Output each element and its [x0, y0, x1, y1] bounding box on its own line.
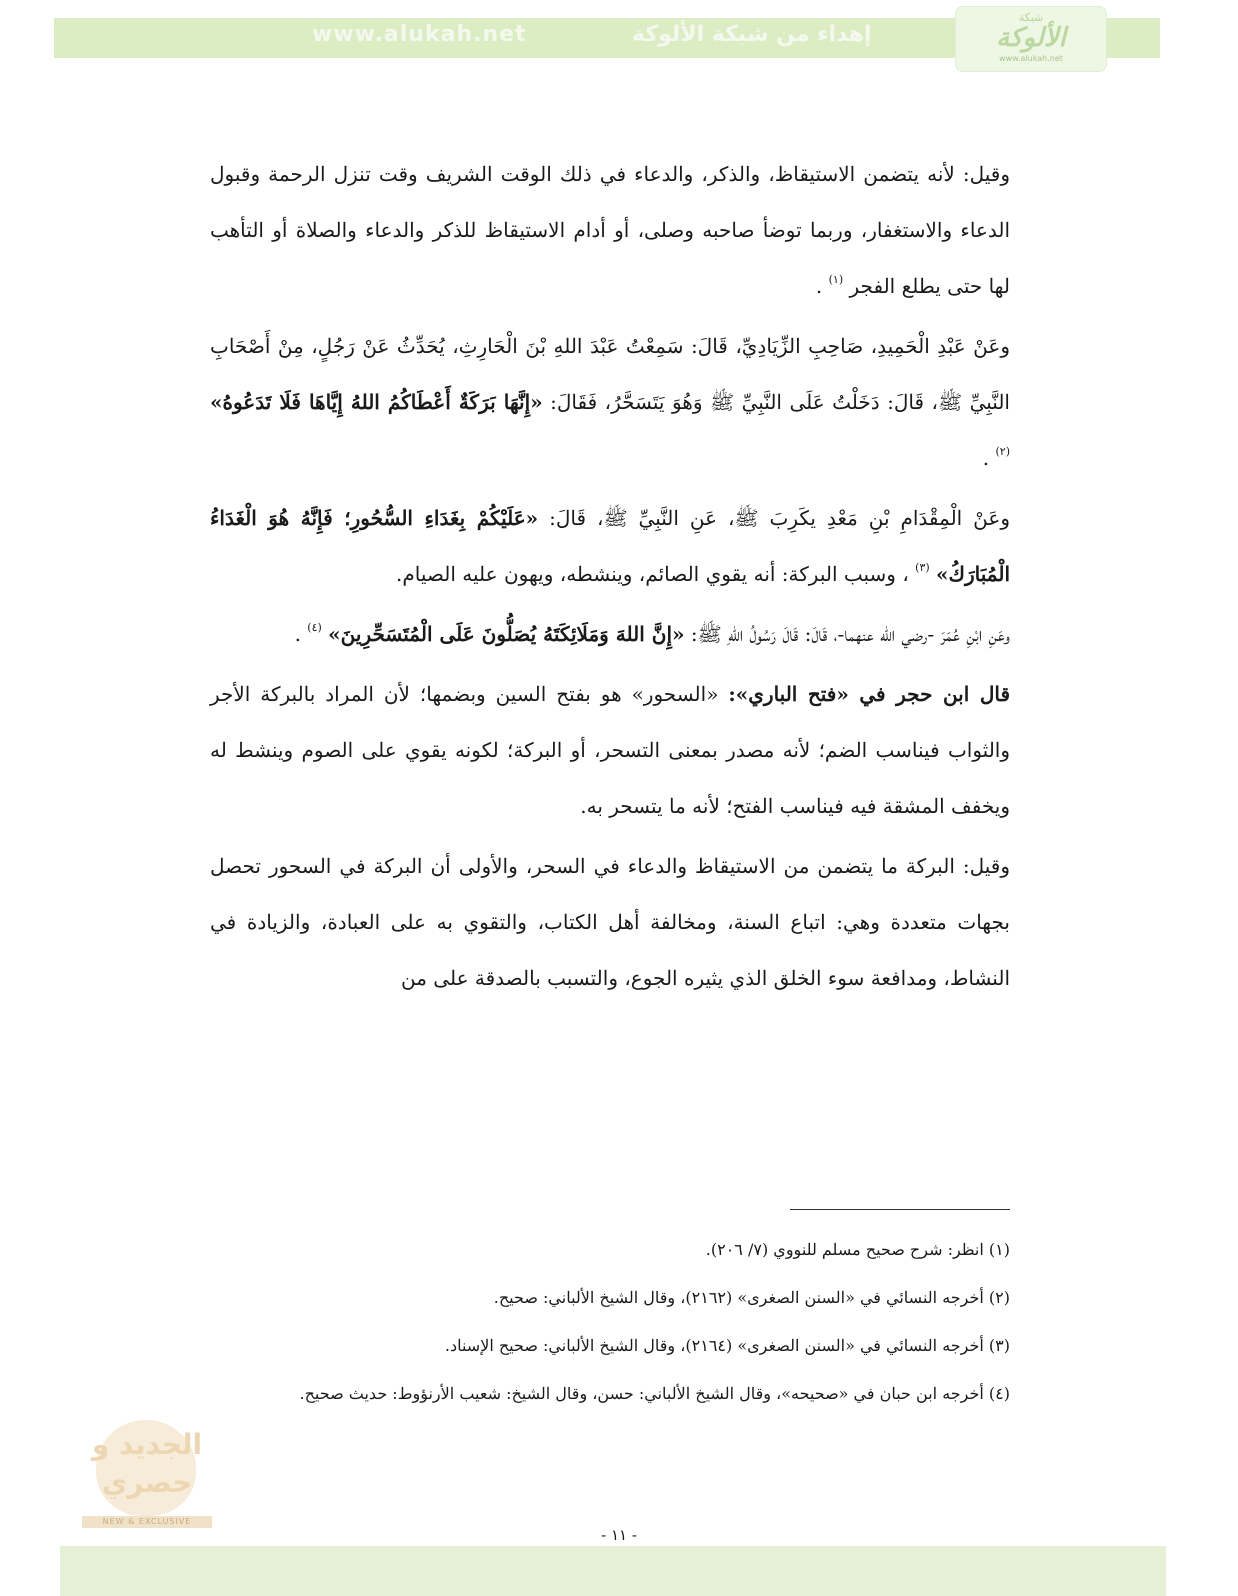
paragraph-text: «السحور» هو بفتح السين وبضمها؛ لأن المراد بالبركة الأجر والثواب فيناسب الضم؛ لأنه مصدر بمعنى التسحر، أو البركة؛ لكونه يقوي على الصوم وينشط له ويخفف المشقة فيه فيناسب الفتح؛ لأنه ما يتسحر به. [210, 682, 1010, 818]
watermark-text: الجديد و حصري [91, 1428, 203, 1499]
paragraph-1 [210, 146, 1010, 314]
hadith-quote: «عَلَيْكُمْ بِغَدَاءِ السُّحُورِ؛ فَإِنَّهُ هُوَ الْغَدَاءُ الْمُبَارَكُ» [210, 506, 1010, 586]
paragraph-tail: . [815, 274, 823, 298]
watermark-logo [80, 1420, 214, 1530]
paragraph-tail: ، وسبب البركة: أنه يقوي الصائم، وينشطه، ويهون عليه الصيام. [396, 562, 909, 586]
header-gift-text: إهداء من شبكة الألوكة [632, 22, 872, 47]
paragraph-6 [210, 838, 1010, 1006]
page-number: - ١١ - [601, 1526, 637, 1544]
paragraph-text: وعَنْ الْمِقْدَامِ بْنِ مَعْدِ يكَرِبَ ﷺ، عَنِ النَّبِيِّ ﷺ، قَالَ: [538, 506, 1010, 530]
hadith-quote: «إِنَّ اللهَ وَمَلَائِكَتَهُ يُصَلُّونَ عَلَى الْمُتَسَحِّرِينَ» [328, 622, 685, 646]
site-logo [955, 6, 1107, 72]
footnote-1: (١) انظر: شرح صحيح مسلم للنووي (٧/ ٢٠٦). [705, 1240, 1010, 1259]
paragraph-4 [210, 606, 1010, 662]
paragraph-text: وقيل: البركة ما يتضمن من الاستيقاظ والدعاء في السحر، والأولى أن البركة في السحور تحصل بجهات متعددة وهي: اتباع السنة، ومخالفة أهل الكتاب، والتقوي به على العبادة، والزيادة في النشاط، ومدافعة سوء الخلق الذي يثيره الجوع، والتسبب بالصدقة على من [210, 854, 1010, 990]
watermark-tag: NEW & EXCLUSIVE [82, 1516, 212, 1528]
footnote-ref[interactable]: (٤) [307, 621, 322, 635]
footer-bar [60, 1546, 1166, 1596]
paragraph-text: وعَنِ ابْنِ عُمَرَ -رضي الله عنهما-، قَالَ: قَالَ رَسُولُ اللهِ ﷺ: [684, 622, 1010, 646]
paragraph-text: وقيل: لأنه يتضمن الاستيقاظ، والذكر، والدعاء في ذلك الوقت الشريف وقت تنزل الرحمة وقبول الدعاء والاستغفار، وربما توضأ صاحبه وصلى، أو أدام الاستيقاظ للذكر والدعاء والصلاة أو التأهب لها حتى يطلع الفجر [210, 162, 1010, 298]
footnote-divider [790, 1209, 1010, 1210]
footnote-3: (٣) أخرجه النسائي في «السنن الصغرى» (٢١٦٤)، وقال الشيخ الألباني: صحيح الإسناد. [444, 1336, 1010, 1355]
footnote-ref[interactable]: (١) [828, 273, 844, 287]
footnotes [210, 1226, 1010, 1418]
paragraph-tail: . [294, 622, 301, 646]
footnote-2: (٢) أخرجه النسائي في «السنن الصغرى» (٢١٦٢)، وقال الشيخ الألباني: صحيح. [493, 1288, 1010, 1307]
header-url[interactable]: www.alukah.net [312, 22, 527, 47]
footnote-ref[interactable]: (٢) [995, 445, 1010, 459]
footnote-ref[interactable]: (٣) [915, 561, 930, 575]
logo-top-text: شبكة [1018, 11, 1044, 24]
main-content [210, 146, 1010, 1006]
logo-url-text: www.alukah.net [999, 54, 1063, 63]
paragraph-tail: . [982, 446, 990, 470]
footnote-4: (٤) أخرجه ابن حبان في «صحيحه»، وقال الشيخ الألباني: حسن، وقال الشيخ: شعيب الأرنؤوط: حديث صحيح. [299, 1384, 1010, 1403]
paragraph-3 [210, 490, 1010, 602]
logo-main-text: الألوكة [996, 23, 1066, 53]
quote-source: قال ابن حجر في «فتح الباري»: [728, 682, 1011, 706]
paragraph-5 [210, 666, 1010, 834]
paragraph-text: وعَنْ عَبْدِ الْحَمِيدِ، صَاحِبِ الزِّيَادِيِّ، قَالَ: سَمِعْتُ عَبْدَ اللهِ بْنَ الْحَارِثِ، يُحَدِّثُ عَنْ رَجُلٍ، مِنْ أَصْحَابِ النَّبِيِّ ﷺ، قَالَ: دَخَلْتُ عَلَى النَّبِيِّ ﷺ وَهُوَ يَتَسَحَّرُ، فَقَالَ: [210, 334, 1010, 414]
paragraph-2 [210, 318, 1010, 486]
hadith-quote: «إِنَّهَا بَرَكَةٌ أَعْطَاكُمُ اللهُ إِيَّاهَا فَلَا تَدَعُوهُ» [210, 390, 543, 414]
